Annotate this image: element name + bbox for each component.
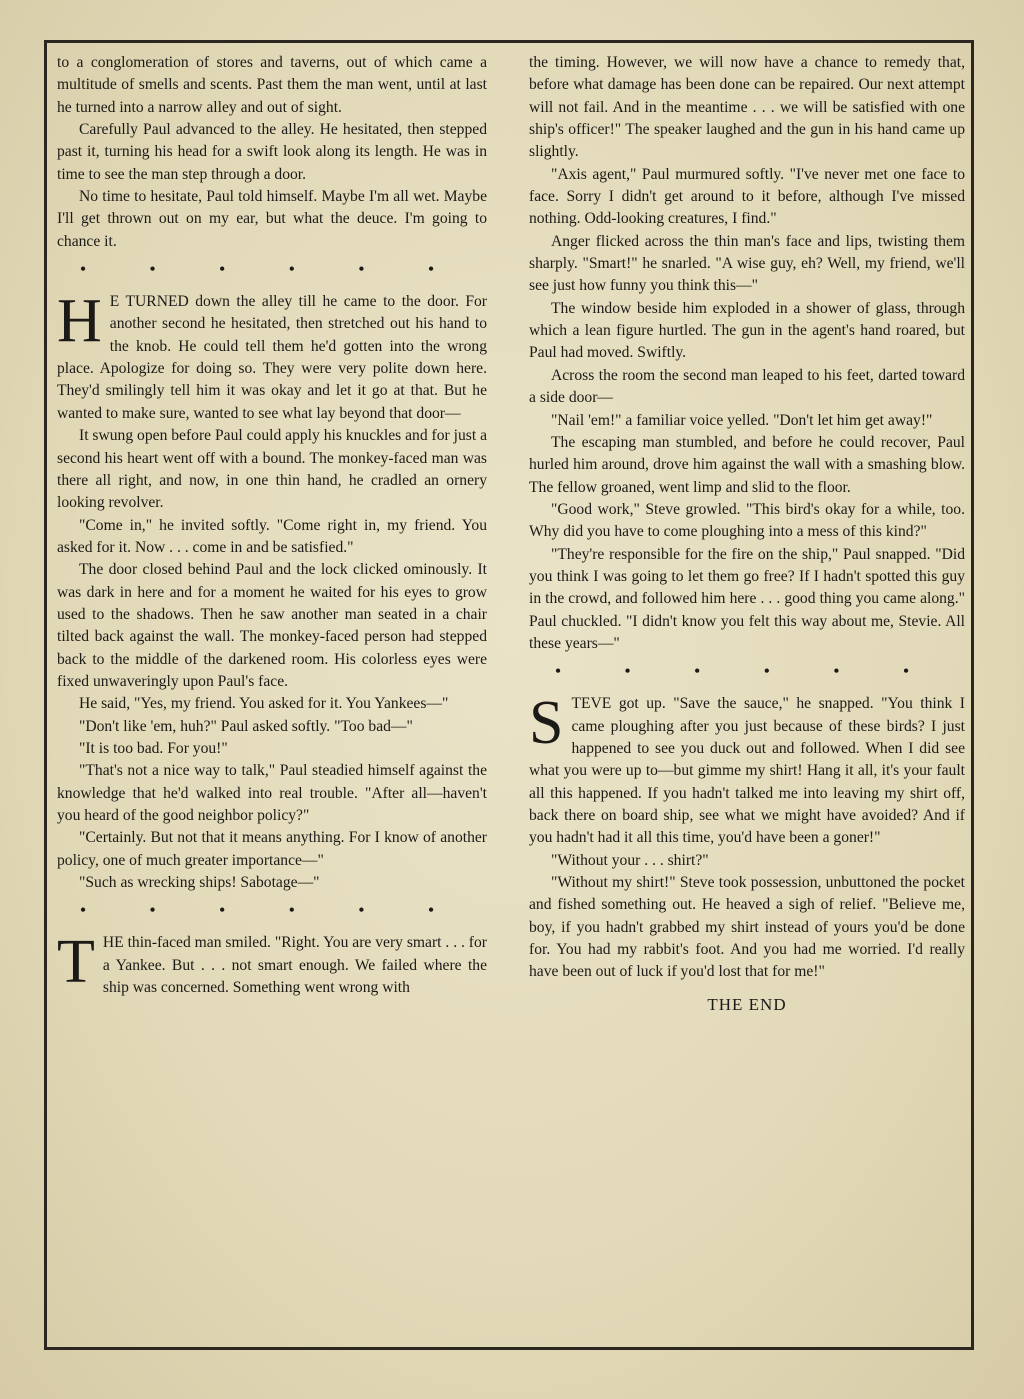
paragraph: "Good work," Steve growled. "This bird's okay for a while, too. Why did you have to come ploughing into a mess of this kind?" xyxy=(529,500,965,541)
paragraph: Anger flicked across the thin man's face and lips, twisting them sharply. "Smart!" he snarled. "A wise guy, eh? Well, my friend, we'll see just how funny you think this—" xyxy=(529,232,965,295)
paragraph-text: TEVE got up. "Save the sauce," he snapped. "You think I came ploughing after you just because of these birds? I just happened to see you duck out and followed. When I did see what you were up to—but gimme my shirt! Hang it all, it's your fault all this happened. If you hadn't talked me into leaving my shirt off, back there on board ship, see what we might have avoided? And if you hadn't had it all this time, you'd have been a goner!" xyxy=(529,695,965,847)
paragraph: "Nail 'em!" a familiar voice yelled. "Don't let him get away!" xyxy=(551,411,933,429)
paragraph: No time to hesitate, Paul told himself. Maybe I'm all wet. Maybe I'll get thrown out on my ear, but what the deuce. I'm going to chance it. xyxy=(57,188,487,250)
left-column xyxy=(57,52,487,999)
paragraph: "It is too bad. For you!" xyxy=(79,739,228,757)
paragraph: "Such as wrecking ships! Sabotage—" xyxy=(79,874,320,892)
paragraph: The escaping man stumbled, and before he could recover, Paul hurled him around, drove him against the wall with a smashing blow. The fellow groaned, went limp and slid to the floor. xyxy=(529,433,965,496)
paragraph: The door closed behind Paul and the lock clicked ominously. It was dark in here and for a moment he waited for his eyes to grow used to the shadows. Then he saw another man seated in a chair tilted back against the wall. The monkey-faced person had stepped back to the middle of the darkened room. His colorless eyes were fixed unwaveringly upon Paul's face. xyxy=(57,561,487,690)
section-break: • • • • • • xyxy=(80,902,464,920)
paragraph-text: E TURNED down the alley till he came to the door. For another second he hesitated, then stretched out his hand to the knob. He could tell them he'd gotten into the wrong place. Apologize for doing so. They were very polite down here. They'd smilingly tell him it was okay and let it go at that. But he wanted to make sure, wanted to see what lay beyond that door— xyxy=(57,293,487,422)
paragraph: "Without my shirt!" Steve took possession, unbuttoned the pocket and fished something out. He heaved a sigh of relief. "Believe me, boy, if you hadn't grabbed my shirt instead of yours you'd be done for. You had my rabbit's foot. And you had me worried. I'd really have been out of luck if you'd lost that for me!" xyxy=(529,874,965,981)
paragraph: "Come in," he invited softly. "Come right in, my friend. You asked for it. Now . . . come in and be satisfied." xyxy=(57,516,487,556)
right-column xyxy=(529,52,965,1016)
paragraph: Across the room the second man leaped to his feet, darted toward a side door— xyxy=(529,366,965,407)
drop-cap: S xyxy=(529,689,564,758)
paragraph: "Don't like 'em, huh?" Paul asked softly. "Too bad—" xyxy=(79,717,413,735)
section-opening-paragraph xyxy=(57,287,487,425)
paragraph: "Without your . . . shirt?" xyxy=(551,851,709,869)
paragraph: to a conglomeration of stores and taverns, out of which came a multitude of smells and scents. Past them the man went, until at last he turned into a narrow alley and out of sight. xyxy=(57,54,487,116)
drop-cap: H xyxy=(57,287,102,356)
paragraph: Carefully Paul advanced to the alley. He hesitated, then stepped past it, turning his head for a swift look along its length. He was in time to see the man step through a door. xyxy=(57,121,487,183)
paragraph: "Certainly. But not that it means anything. For I know of another policy, one of much greater importance—" xyxy=(57,829,487,869)
story-end-marker: THE END xyxy=(707,994,787,1014)
paragraph: "They're responsible for the fire on the ship," Paul snapped. "Did you think I was going to let them go free? If I hadn't spotted this guy in the crowd, and followed him here . . . good thing you came along." Paul chuckled. "I didn't know you felt this way about me, Stevie. All these years—" xyxy=(529,545,965,652)
paragraph: The window beside him exploded in a shower of glass, through which a lean figure hurtled. The gun in the agent's hand roared, but Paul had moved. Swiftly. xyxy=(529,299,965,362)
paragraph: "Axis agent," Paul murmured softly. "I've never met one face to face. Sorry I didn't get around to it before, although I've missed nothing. Odd-looking creatures, I find." xyxy=(529,165,965,228)
paragraph: He said, "Yes, my friend. You asked for it. You Yankees—" xyxy=(79,695,449,713)
section-opening-paragraph xyxy=(529,689,965,849)
paragraph: the timing. However, we will now have a chance to remedy that, before what damage has been done can be repaired. Our next attempt will not fail. And in the meantime . . . we will be satisfied with one ship's officer!" The speaker laughed and the gun in his hand came up slightly. xyxy=(529,54,965,161)
section-break: • • • • • • xyxy=(555,663,939,681)
section-break: • • • • • • xyxy=(80,261,464,279)
section-opening-paragraph xyxy=(57,928,487,999)
drop-cap: T xyxy=(57,928,95,997)
paragraph: It swung open before Paul could apply his knuckles and for just a second his heart went off with a bound. The monkey-faced man was there all right, and now, in one thin hand, he cradled an ornery looking revolver. xyxy=(57,427,487,512)
paragraph: "That's not a nice way to talk," Paul steadied himself against the knowledge that he'd walked into real trouble. "After all—haven't you heard of the good neighbor policy?" xyxy=(57,762,487,824)
paragraph-text: HE thin-faced man smiled. "Right. You are very smart . . . for a Yankee. But . . . not smart enough. We failed where the ship was concerned. Something went wrong with xyxy=(102,934,487,997)
